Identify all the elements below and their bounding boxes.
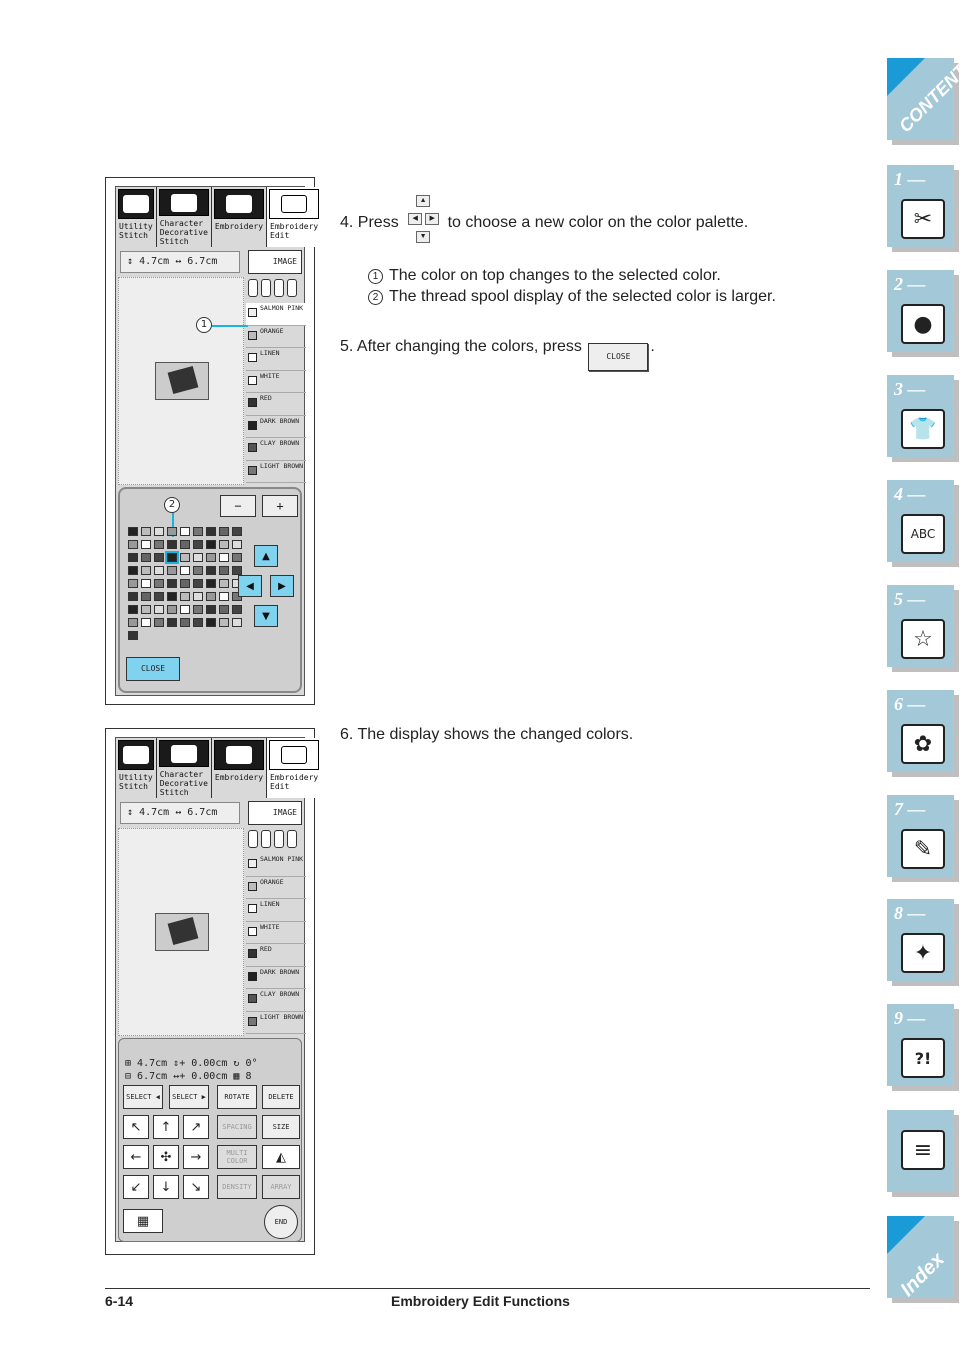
color-item[interactable]: [246, 303, 306, 326]
spool-plus-button[interactable]: [262, 495, 298, 517]
delete-button[interactable]: DELETE: [262, 1085, 300, 1109]
tab-utility-stitch[interactable]: Utility Stitch: [116, 187, 157, 247]
color-item[interactable]: [246, 461, 306, 484]
color-item[interactable]: [246, 326, 306, 349]
note-number-1: 1: [368, 269, 383, 284]
tab-row: [116, 187, 319, 247]
palette-swatch[interactable]: [167, 553, 177, 562]
end-button[interactable]: END: [264, 1205, 298, 1239]
palette-swatch[interactable]: [219, 592, 229, 601]
edit-count: 8: [245, 1071, 252, 1082]
size-readout: [120, 251, 240, 273]
side-tab-5[interactable]: [887, 585, 954, 667]
palette-swatch[interactable]: [206, 618, 216, 627]
palette-swatch[interactable]: [167, 540, 177, 549]
palette-down-button[interactable]: ▼: [254, 605, 278, 627]
palette-swatch[interactable]: [193, 540, 203, 549]
step-5: [340, 337, 655, 371]
lcd-display: [115, 186, 319, 696]
spool-minus-button[interactable]: [220, 495, 256, 517]
color-palette-panel: [118, 487, 302, 693]
palette-left-button[interactable]: ◀: [238, 575, 262, 597]
side-tab-pages[interactable]: [887, 1110, 954, 1192]
layout-icon[interactable]: ▦: [123, 1209, 163, 1233]
note-number-2: 2: [368, 290, 383, 305]
image-button[interactable]: IMAGE: [248, 801, 302, 825]
density-button[interactable]: DENSITY: [217, 1175, 257, 1199]
shirt-needle-icon: ✎: [901, 829, 945, 869]
color-name: DARK BROWN: [260, 967, 300, 976]
color-item[interactable]: [246, 371, 306, 394]
tab-row: [116, 738, 319, 798]
side-tab-number: 4 —: [894, 484, 926, 504]
array-button[interactable]: ARRAY: [262, 1175, 300, 1199]
down-arrow-key: ▼: [416, 231, 430, 243]
color-name: LIGHT BROWN: [260, 461, 304, 470]
palette-swatch[interactable]: [219, 540, 229, 549]
color-name: WHITE: [260, 922, 280, 931]
edit-pos-h: 0.00cm: [191, 1071, 228, 1082]
lcd-display: [115, 737, 319, 1242]
palette-swatch[interactable]: [154, 618, 164, 627]
footer-rule: [105, 1288, 870, 1289]
color-name: RED: [260, 945, 272, 953]
contents-corner-icon: [887, 58, 925, 96]
palette-swatch[interactable]: [128, 553, 138, 562]
step-4: [340, 195, 748, 245]
side-tab-3[interactable]: [887, 375, 954, 457]
palette-swatch[interactable]: [219, 553, 229, 562]
side-tab-number: 7 —: [894, 799, 926, 819]
thread-spool-icon: ●: [901, 304, 945, 344]
color-item[interactable]: [246, 944, 306, 967]
palette-swatch[interactable]: [180, 566, 190, 575]
mirror-icon[interactable]: ◭: [262, 1145, 300, 1169]
side-tab-number: 3 —: [894, 379, 926, 399]
right-arrow-key: ▶: [425, 213, 439, 225]
edit-readout: ⊞ 4.7cm ⇕+ 0.00cm ↻ 0° ⊟ 6.7cm ↔+ 0.00cm ▦ 8: [125, 1058, 258, 1082]
side-tab-4[interactable]: [887, 480, 954, 562]
color-item[interactable]: [246, 393, 306, 416]
color-grid[interactable]: [128, 527, 242, 641]
palette-swatch[interactable]: [206, 566, 216, 575]
width-value: 6.7cm: [187, 807, 218, 818]
embroidery-canvas: [118, 828, 244, 1036]
height-value: 4.7cm: [139, 256, 170, 267]
tab-embroidery-edit[interactable]: Embroidery Edit: [267, 738, 321, 798]
machine-question-icon: ?!: [901, 1038, 945, 1078]
footer-title: Embroidery Edit Functions: [391, 1293, 570, 1309]
palette-swatch[interactable]: [128, 540, 138, 549]
palette-swatch[interactable]: [193, 553, 203, 562]
index-corner-icon: [887, 1216, 925, 1254]
move-up-icon[interactable]: ↑: [153, 1115, 179, 1139]
pages-icon: ≡: [901, 1130, 945, 1170]
move-up-right-icon[interactable]: ↗: [183, 1115, 209, 1139]
move-up-left-icon[interactable]: ↖: [123, 1115, 149, 1139]
tab-character-decorative[interactable]: Character Decorative Stitch: [157, 187, 212, 247]
step-4-text-post: to choose a new color on the color palette.: [447, 214, 749, 231]
palette-swatch[interactable]: [232, 566, 242, 575]
select-prev-button[interactable]: SELECT ◀: [123, 1085, 163, 1109]
move-left-icon[interactable]: ←: [123, 1145, 149, 1169]
palette-swatch[interactable]: [180, 592, 190, 601]
palette-swatch[interactable]: [180, 527, 190, 536]
color-item[interactable]: [246, 922, 306, 945]
color-item[interactable]: [246, 899, 306, 922]
palette-swatch[interactable]: [128, 579, 138, 588]
palette-swatch[interactable]: [193, 618, 203, 627]
palette-swatch[interactable]: [206, 527, 216, 536]
palette-swatch[interactable]: [141, 566, 151, 575]
close-button[interactable]: CLOSE: [126, 657, 180, 681]
height-icon: ↕: [127, 807, 134, 818]
palette-swatch[interactable]: [167, 566, 177, 575]
plus-label: +: [276, 499, 284, 513]
step-4-note-1: [368, 266, 721, 286]
palette-swatch[interactable]: [141, 579, 151, 588]
palette-swatch[interactable]: [154, 540, 164, 549]
color-list: [246, 303, 306, 483]
side-tab-number: 8 —: [894, 903, 926, 923]
color-name: RED: [260, 394, 272, 402]
palette-right-button[interactable]: ▶: [270, 575, 294, 597]
width-icon: ↔: [175, 807, 182, 818]
side-tab-2[interactable]: [887, 270, 954, 352]
palette-swatch[interactable]: [154, 527, 164, 536]
width-icon: ↔: [175, 256, 182, 267]
color-name: ORANGE: [260, 877, 284, 886]
palette-swatch[interactable]: [206, 592, 216, 601]
arrow-keys-icon: [406, 195, 440, 245]
edit-pos-v: 0.00cm: [191, 1058, 228, 1069]
color-item[interactable]: [246, 989, 306, 1012]
move-down-left-icon[interactable]: ↙: [123, 1175, 149, 1199]
move-right-icon[interactable]: →: [183, 1145, 209, 1169]
palette-swatch[interactable]: [206, 553, 216, 562]
palette-swatch[interactable]: [154, 605, 164, 614]
side-tab-number: 1 —: [894, 169, 926, 189]
color-item[interactable]: [246, 416, 306, 439]
side-tab-number: 2 —: [894, 274, 926, 294]
palette-swatch[interactable]: [167, 592, 177, 601]
palette-swatch[interactable]: [193, 579, 203, 588]
palette-swatch[interactable]: [180, 618, 190, 627]
side-tab-6[interactable]: [887, 690, 954, 772]
palette-swatch[interactable]: [167, 605, 177, 614]
side-tab-number: 5 —: [894, 589, 926, 609]
side-tab-contents[interactable]: [887, 51, 979, 140]
palette-swatch[interactable]: [141, 618, 151, 627]
palette-swatch[interactable]: [128, 592, 138, 601]
step-5-text-post: .: [650, 338, 655, 355]
edit-width: 6.7cm: [137, 1071, 168, 1082]
step-6: 6. The display shows the changed colors.: [340, 726, 634, 743]
minus-label: −: [234, 499, 242, 513]
side-tab-7[interactable]: [887, 795, 954, 877]
side-tab-index[interactable]: [887, 1216, 954, 1301]
step-4-text-pre: 4. Press: [340, 214, 399, 231]
tab-embroidery-edit[interactable]: Embroidery Edit: [267, 187, 321, 247]
color-item[interactable]: [246, 1012, 306, 1035]
image-button[interactable]: IMAGE: [248, 250, 302, 274]
cake-design-icon: [155, 913, 209, 951]
color-name: CLAY BROWN: [260, 439, 300, 447]
color-name: LINEN: [260, 349, 280, 357]
palette-swatch[interactable]: [219, 566, 229, 575]
color-name: LINEN: [260, 900, 280, 908]
palette-swatch[interactable]: [167, 579, 177, 588]
color-name: CLAY BROWN: [260, 990, 300, 998]
palette-swatch[interactable]: [180, 605, 190, 614]
palette-swatch[interactable]: [128, 527, 138, 536]
palette-swatch[interactable]: [167, 527, 177, 536]
color-name: SALMON PINK: [260, 304, 304, 312]
palette-swatch[interactable]: [180, 540, 190, 549]
palette-up-button[interactable]: ▲: [254, 545, 278, 567]
step-4-note-2: [368, 287, 776, 307]
palette-swatch[interactable]: [141, 527, 151, 536]
tab-utility-stitch[interactable]: Utility Stitch: [116, 738, 157, 798]
color-item[interactable]: [246, 967, 306, 990]
edit-height: 4.7cm: [137, 1058, 168, 1069]
palette-swatch[interactable]: [154, 566, 164, 575]
edit-angle: 0°: [245, 1058, 258, 1069]
sewing-machine-icon: ✂: [901, 199, 945, 239]
palette-swatch[interactable]: [128, 566, 138, 575]
machine-sparkle-icon: ✦: [901, 933, 945, 973]
palette-swatch[interactable]: [141, 605, 151, 614]
side-tab-9[interactable]: [887, 1004, 954, 1086]
embroidery-canvas: [118, 277, 244, 485]
move-down-icon[interactable]: ↓: [153, 1175, 179, 1199]
width-value: 6.7cm: [187, 256, 218, 267]
height-value: 4.7cm: [139, 807, 170, 818]
palette-swatch[interactable]: [219, 618, 229, 627]
side-tab-number: 6 —: [894, 694, 926, 714]
palette-swatch[interactable]: [206, 579, 216, 588]
color-name: ORANGE: [260, 326, 284, 335]
spool-icons: [248, 279, 297, 301]
shirt-icon: 👕: [901, 409, 945, 449]
tab-embroidery[interactable]: Embroidery: [212, 187, 267, 247]
contents-label: CONTENTS: [895, 51, 979, 137]
palette-swatch[interactable]: [232, 540, 242, 549]
hoop-star-icon: ☆: [901, 619, 945, 659]
side-tab-8[interactable]: [887, 899, 954, 981]
screen-color-palette: [105, 177, 319, 705]
palette-swatch[interactable]: [232, 618, 242, 627]
step-5-text-pre: 5. After changing the colors, press: [340, 338, 582, 355]
palette-swatch[interactable]: [232, 605, 242, 614]
palette-swatch[interactable]: [180, 553, 190, 562]
palette-swatch[interactable]: [232, 553, 242, 562]
palette-swatch[interactable]: [128, 631, 138, 640]
index-label: Index: [896, 1248, 949, 1301]
palette-swatch[interactable]: [141, 540, 151, 549]
tab-character-decorative[interactable]: Character Decorative Stitch: [157, 738, 212, 798]
palette-swatch[interactable]: [141, 553, 151, 562]
left-arrow-key: ◀: [408, 213, 422, 225]
center-icon[interactable]: ✣: [153, 1145, 179, 1169]
palette-swatch[interactable]: [193, 566, 203, 575]
palette-swatch[interactable]: [219, 527, 229, 536]
palette-swatch[interactable]: [206, 605, 216, 614]
side-tab-1[interactable]: [887, 165, 954, 247]
palette-swatch[interactable]: [219, 579, 229, 588]
shirt-design-icon: ✿: [901, 724, 945, 764]
palette-swatch[interactable]: [154, 553, 164, 562]
color-name: DARK BROWN: [260, 416, 300, 425]
color-name: LIGHT BROWN: [260, 1012, 304, 1021]
side-tab-number: 9 —: [894, 1008, 926, 1028]
color-name: WHITE: [260, 371, 280, 380]
tab-embroidery[interactable]: Embroidery: [212, 738, 267, 798]
spacing-button[interactable]: SPACING: [217, 1115, 257, 1139]
palette-swatch[interactable]: [232, 527, 242, 536]
size-readout: [120, 802, 240, 824]
callout-1: 1: [196, 317, 212, 333]
select-next-button[interactable]: SELECT ▶: [169, 1085, 209, 1109]
palette-swatch[interactable]: [219, 605, 229, 614]
page-number: 6-14: [105, 1293, 134, 1309]
palette-swatch[interactable]: [141, 592, 151, 601]
palette-swatch[interactable]: [193, 592, 203, 601]
palette-swatch[interactable]: [128, 618, 138, 627]
shirt-abc-icon: ABC: [901, 514, 945, 554]
callout-2: 2: [164, 497, 180, 513]
multi-color-button[interactable]: MULTI COLOR: [217, 1145, 257, 1169]
palette-swatch[interactable]: [180, 579, 190, 588]
color-item[interactable]: [246, 348, 306, 371]
size-button[interactable]: SIZE: [262, 1115, 300, 1139]
palette-swatch[interactable]: [206, 540, 216, 549]
palette-swatch[interactable]: [193, 527, 203, 536]
color-item[interactable]: [246, 854, 306, 877]
height-icon: ↕: [127, 256, 134, 267]
color-item[interactable]: [246, 877, 306, 900]
edit-panel: [118, 1038, 302, 1242]
color-item[interactable]: [246, 438, 306, 461]
up-arrow-key: ▲: [416, 195, 430, 207]
move-down-right-icon[interactable]: ↘: [183, 1175, 209, 1199]
palette-swatch[interactable]: [167, 618, 177, 627]
color-name: SALMON PINK: [260, 855, 304, 863]
palette-swatch[interactable]: [154, 579, 164, 588]
rotate-button[interactable]: ROTATE: [217, 1085, 257, 1109]
palette-swatch[interactable]: [193, 605, 203, 614]
screen-edit: [105, 728, 319, 1255]
color-list: [246, 854, 306, 1034]
close-key-icon: CLOSE: [588, 343, 648, 371]
palette-swatch[interactable]: [154, 592, 164, 601]
callout-1-line: [212, 325, 248, 327]
cake-design-icon: [155, 362, 209, 400]
note-1-text: The color on top changes to the selected color.: [389, 267, 721, 284]
palette-swatch[interactable]: [128, 605, 138, 614]
spool-icons: [248, 830, 297, 852]
note-2-text: The thread spool display of the selected color is larger.: [389, 288, 776, 305]
